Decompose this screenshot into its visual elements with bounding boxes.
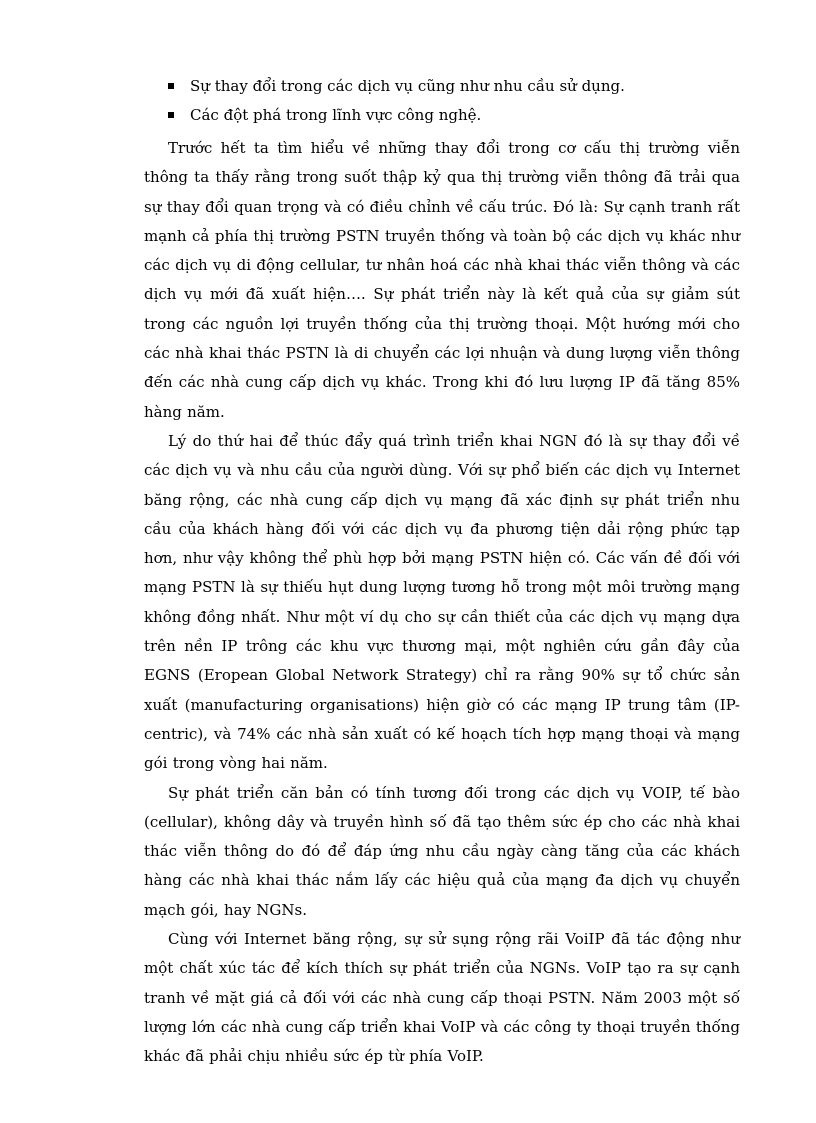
bullet-text: Sự thay đổi trong các dịch vụ cũng như nhu cầu sử dụng. (190, 77, 625, 95)
bullet-text: Các đột phá trong lĩnh vực công nghệ. (190, 106, 482, 124)
bullet-item (160, 105, 760, 134)
paragraph-service-changes: Lý do thứ hai để thúc đẩy quá trình triển khai NGN đó là sự thay đổi về các dịch vụ và nhu cầu của người dùng. Với sự phổ biến các dịch vụ Internet băng rộng, các nhà cung cấp dịch vụ mạng đã xác định sự phát triển nhu cầu của khách hàng đối với các dịch vụ đa phương tiện dải rộng phức tạp hơn, như vậy không thể phù hợp bởi mạng PSTN hiện có. Các vấn đề đối với mạng PSTN là sự thiếu hụt dung lượng tương hỗ trong một môi trường mạng không đồng nhất. Như một ví dụ cho sự cần thiết của các dịch vụ mạng dựa trên nền IP trông các khu vực thương mại, một nghiên cứu gần đây của EGNS (Eropean Global Network Strategy) chỉ ra rằng 90% sự tổ chức sản xuất (manufacturing organisations) hiện giờ có các mạng IP trung tâm (IP-centric), và 74% các nhà sản xuất có kế hoạch tích hợp mạng thoại và mạng gói trong vòng hai năm. (144, 431, 740, 773)
square-bullet-icon (168, 83, 174, 89)
bullet-list (160, 76, 760, 134)
body-text (144, 134, 740, 1072)
paragraph-voip-cellular: Sự phát triển căn bản có tính tương đối trong các dịch vụ VOIP, tế bào (cellular), không dây và truyền hình số đã tạo thêm sức ép cho các nhà khai thác viễn thông do đó để đáp ứng nhu cầu ngày càng tăng của các khách hàng các nhà khai thác nắm lấy các hiệu quả của mạng đa dịch vụ chuyển mạch gói, hay NGNs. (144, 783, 740, 919)
square-bullet-icon (168, 112, 174, 118)
bullet-item (160, 76, 760, 105)
paragraph-market-changes: Trước hết ta tìm hiểu về những thay đổi trong cơ cấu thị trường viễn thông ta thấy rằng trong suốt thập kỷ qua thị trường viễn thông đã trải qua sự thay đổi quan trọng và có điều chỉnh về cấu trúc. Đó là: Sự cạnh tranh rất mạnh cả phía thị trường PSTN truyền thống và toàn bộ các dịch vụ khác như các dịch vụ di động cellular, tư nhân hoá các nhà khai thác viễn thông và các dịch vụ mới đã xuất hiện…. Sự phát triển này là kết quả của sự giảm sút trong các nguồn lợi truyền thống của thị trường thoại. Một hướng mới cho các nhà khai thác PSTN là di chuyển các lợi nhuận và dung lượng viễn thông đến các nhà cung cấp dịch vụ khác. Trong khi đó lưu lượng IP đã tăng 85% hàng năm. (144, 139, 740, 421)
paragraph-broadband-voip: Cùng với Internet băng rộng, sự sử sụng rộng rãi VoiIP đã tác động như một chất xúc tác để kích thích sự phát triển của NGNs. VoIP tạo ra sự cạnh tranh về mặt giá cả đối với các nhà cung cấp thoại PSTN. Năm 2003 một số lượng lớn các nhà cung cấp triển khai VoIP và các công ty thoại truyền thống khác đã phải chịu nhiều sức ép từ phía VoIP. (144, 930, 740, 1066)
